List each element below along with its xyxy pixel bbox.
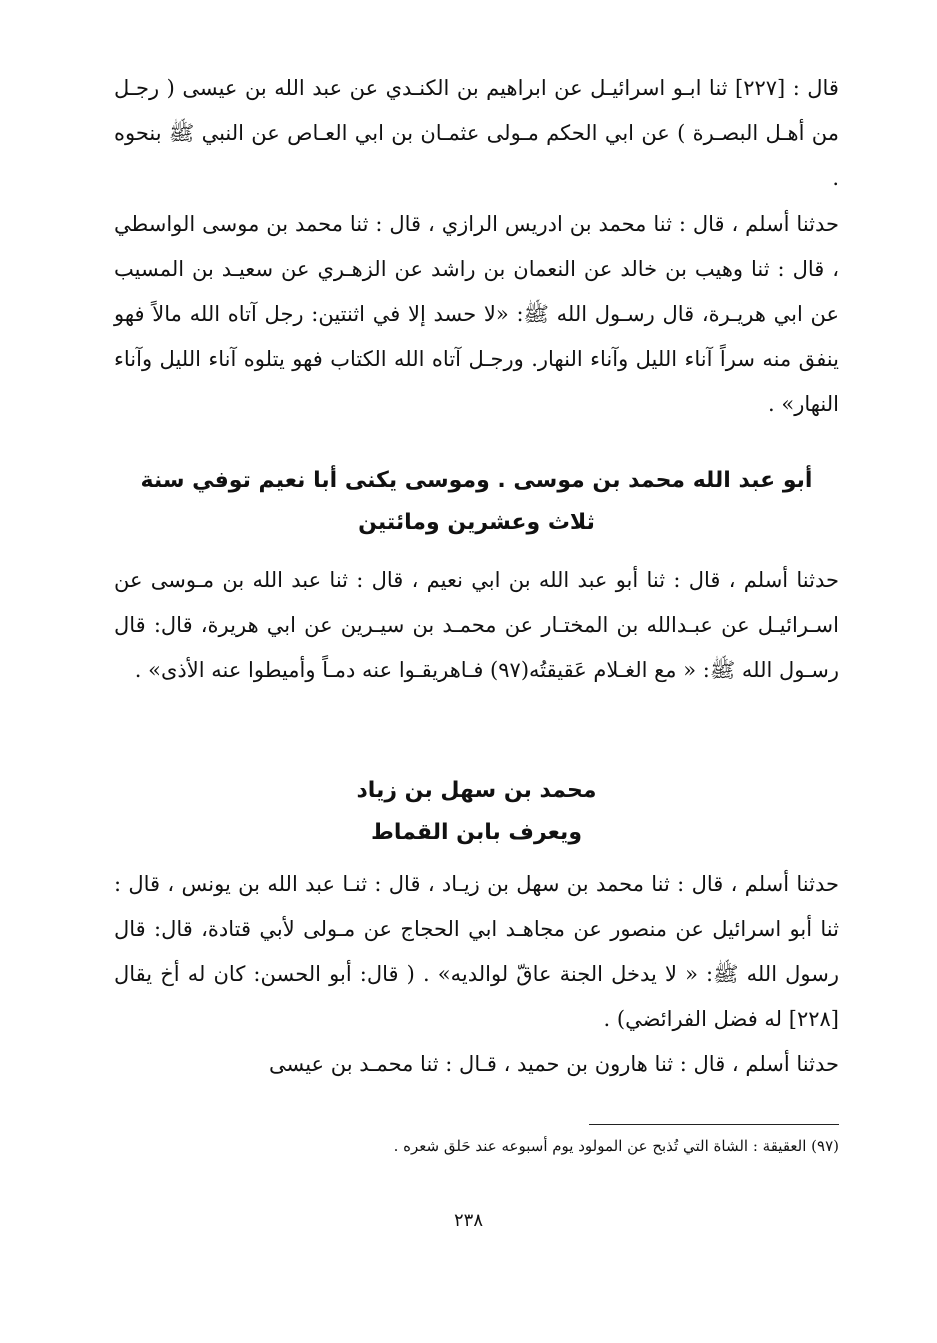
footnote-divider	[589, 1124, 839, 1125]
section-heading-ibn-sahl	[114, 770, 839, 854]
paragraph-hadith-aqiqa: حدثنا أسلم ، قال : ثنا أبو عبد الله بن ابي نعيم ، قال : ثنا عبد الله بن مـوسى عن اسـرائيـل عن عبـدالله بن المختـار عن محمـد بن سيـرين عن ابي هريرة، قال: قال رسـول الله ﷺ: « مع الغـلام عَقيقتُه(٩٧) فـاهريقـوا عنه دمـاً وأميطوا عنه الأذى» .	[114, 568, 839, 682]
paragraph-hadith-harun: حدثنا أسلم ، قال : ثنا هارون بن حميد ، قـال : ثنا محمـد بن عيسى	[268, 1052, 839, 1076]
footnote-97: (٩٧) العقيقة : الشاة التي تُذبح عن المولود يوم أسبوعه عند حَلق شعره .	[393, 1137, 839, 1155]
paragraph-hadith-disobedient: حدثنا أسلم ، قال : ثنا محمد بن سهل بن زيـاد ، قال : ثنـا عبد الله بن يونس ، قال : ثنا أبو اسرائيل عن منصور عن مجاهـد ابي الحجاج عن مـولى لأبي قتادة، قال: قال رسول الله ﷺ: « لا يدخل الجنة عاقّ لوالديه» . ( قال: أبو الحسن: كان له أخ يقال [٢٢٨] له فضل الفرائضي) .	[114, 872, 839, 1031]
paragraph-hadith-227: قال : [٢٢٧] ثنا ابـو اسرائيـل عن ابراهيم بن الكنـدي عن عبد الله بن عيسى ( رجـل من أهـل البصـرة ) عن ابي الحكم مـولى عثمـان بن ابي العـاص عن النبي ﷺ بنحوه .	[114, 76, 839, 190]
section-heading-ibn-sahl-line1: محمد بن سهل بن زياد	[356, 778, 597, 803]
page-number: ٢٣٨	[453, 1210, 483, 1231]
section-heading-ibn-sahl-line2: ويعرف بابن القماط	[371, 820, 582, 845]
section-heading-abu-abdullah: أبو عبد الله محمد بن موسى . وموسى يكنى أبا نعيم توفي سنة ثلاث وعشرين ومائتين	[140, 468, 813, 535]
paragraph-hadith-no-envy: حدثنا أسلم ، قال : ثنا محمد بن ادريس الرازي ، قال : ثنا محمد بن موسى الواسطي ، قال : ثنا وهيب بن خالد عن النعمان بن راشد عن الزهـري عن سعيـد بن المسيب عن ابي هريـرة، قال رسـول الله ﷺ: «لا حسد إلا في اثنتين: رجل آتاه الله مالاً فهو ينفق منه سراً آناء الليل وآناء النهار. ورجـل آتاه الله الكتاب فهو يتلوه آناء الليل وآناء النهار» .	[114, 212, 839, 416]
